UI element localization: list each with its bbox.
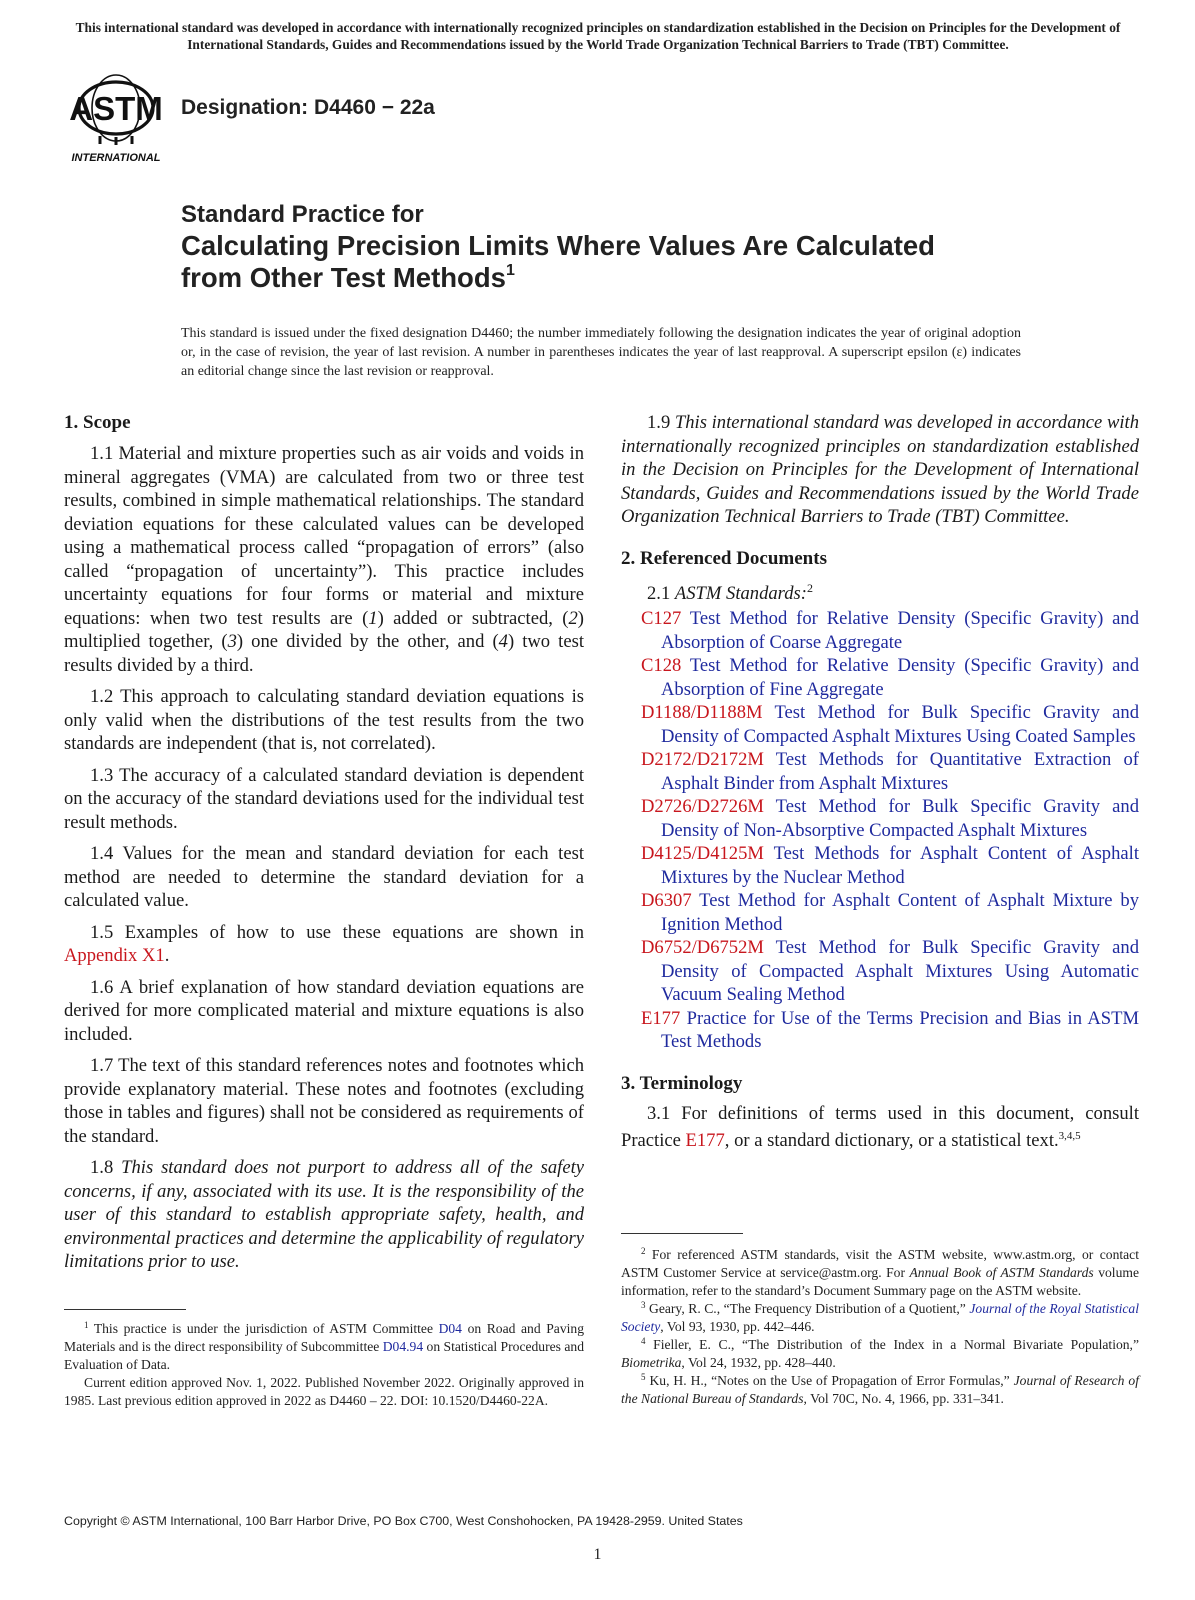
- ref-item[interactable]: D1188/D1188M Test Method for Bulk Specific Gravity and Density of Compacted Asphalt Mixtures Using Coated Samples: [641, 702, 1139, 747]
- logo-letters: ASTM: [69, 90, 163, 127]
- page-number: 1: [593, 1546, 602, 1563]
- para-3-1: 3.1 For definitions of terms used in this document, consult Practice E177, or a standard dictionary, or a statistical text.$^{3,4,5}$: [621, 1102, 1139, 1152]
- appendix-x1-link[interactable]: Appendix X1: [64, 945, 165, 966]
- d04-link[interactable]: D04: [438, 1321, 462, 1336]
- ref-item[interactable]: C128 Test Method for Relative Density (Specific Gravity) and Absorption of Fine Aggregate: [641, 655, 1139, 700]
- d04-94-link[interactable]: D04.94: [382, 1339, 424, 1354]
- footnote-2: $^2$ For referenced ASTM standards, visit the ASTM website, www.astm.org, or contact ASTM Customer Service at service@astm.org. For Annual Book of ASTM Standards volume information, refer to the standard’s Document Summary page on the ASTM website.: [621, 1246, 1139, 1298]
- footnotes-left: [64, 1320, 584, 1410]
- title-line-2: Calculating Precision Limits Where Values Are Calculated: [181, 230, 935, 261]
- footnote-3: $^3$ Geary, R. C., “The Frequency Distribution of a Quotient,” Journal of the Royal Statistical Society, Vol 93, 1930, pp. 442–446.: [621, 1300, 1139, 1334]
- astm-logo-icon: [64, 70, 168, 166]
- logo-org: INTERNATIONAL: [71, 152, 161, 164]
- document-title: [181, 200, 1081, 294]
- footnotes-right: [621, 1246, 1139, 1408]
- section-heading-scope: 1. Scope: [64, 412, 131, 433]
- title-line-1: Standard Practice for: [181, 201, 424, 228]
- ref-item[interactable]: E177 Practice for Use of the Terms Precision and Bias in ASTM Test Methods: [641, 1007, 1139, 1053]
- footnote-4: $^4$ Fieller, E. C., “The Distribution of the Index in a Normal Bivariate Population,” Biometrika, Vol 24, 1932, pp. 428–440.: [621, 1336, 1139, 1370]
- ref-item[interactable]: D6307 Test Method for Asphalt Content of Asphalt Mixture by Ignition Method: [641, 890, 1139, 935]
- para-1-4: 1.4 Values for the mean and standard deviation for each test method are needed to determine the standard deviation for a calculated value.: [64, 843, 584, 911]
- footnote-1-edition: Current edition approved Nov. 1, 2022. Published November 2022. Originally approved in 1985. Last previous edition approved in 2022 as D4460 – 22. DOI: 10.1520/D4460-22A.: [64, 1375, 584, 1408]
- footnote-divider-right: [621, 1233, 743, 1234]
- wto-notice: This international standard was developed in accordance with internationally recognized principles on standardization established in the Decision on Principles for the Development of International Standards, Guides and Recommendations issued by the World Trade Organization Technical Barriers to Trade (TBT) Committee.: [75, 20, 1121, 52]
- referenced-standards-list: [621, 607, 1139, 1054]
- para-1-5: 1.5 Examples of how to use these equations are shown in Appendix X1.: [64, 921, 584, 966]
- ref-item[interactable]: D2726/D2726M Test Method for Bulk Specific Gravity and Density of Non-Absorptive Compacted Asphalt Mixtures: [641, 796, 1139, 841]
- title-footnote-mark: 1: [505, 262, 515, 279]
- section-heading-terminology: 3. Terminology: [621, 1072, 743, 1094]
- ref-item[interactable]: C127 Test Method for Relative Density (Specific Gravity) and Absorption of Coarse Aggregate: [641, 608, 1139, 653]
- designation: Designation: D4460 − 22a: [181, 96, 435, 119]
- para-1-9: 1.9 This international standard was developed in accordance with internationally recognized principles on standardization established in the Decision on Principles for the Development of International Standards, Guides and Recommendations issued by the World Trade Organization Technical Barriers to Trade (TBT) Committee.: [621, 412, 1140, 527]
- para-1-6: 1.6 A brief explanation of how standard deviation equations are derived for more complicated material and mixture equations is also included.: [64, 976, 584, 1045]
- title-line-3: from Other Test Methods$^1$: [181, 262, 515, 293]
- para-1-3: 1.3 The accuracy of a calculated standard deviation is dependent on the accuracy of the standard deviations used for the individual test result methods.: [64, 764, 584, 833]
- footnote-1: $^1$ This practice is under the jurisdiction of ASTM Committee D04 on Road and Paving Materials and is the direct responsibility of Subcommittee D04.94 on Statistical Procedures and Evaluation of Data.: [64, 1320, 584, 1372]
- left-column: [64, 411, 584, 1274]
- ref-item[interactable]: D6752/D6752M Test Method for Bulk Specific Gravity and Density of Compacted Asphalt Mixtures Using Automatic Vacuum Sealing Method: [641, 937, 1139, 1006]
- footnote-divider-left: [64, 1309, 186, 1310]
- copyright-line: Copyright © ASTM International, 100 Barr Harbor Drive, PO Box C700, West Conshohocken, PA 19428-2959. United States: [64, 1514, 743, 1528]
- para-1-8: 1.8 This standard does not purport to address all of the safety concerns, if any, associated with its use. It is the responsibility of the user of this standard to establish appropriate safety, health, and environmental practices and determine the applicability of regulatory limitations prior to use.: [64, 1157, 584, 1272]
- footnote-5: $^5$ Ku, H. H., “Notes on the Use of Propagation of Error Formulas,” Journal of Research of the National Bureau of Standards, Vol 70C, No. 4, 1966, pp. 331–341.: [621, 1372, 1139, 1406]
- para-1-2: 1.2 This approach to calculating standard deviation equations is only valid when the distributions of the test results from the two standards are independent (that is, not correlated).: [64, 686, 584, 754]
- e177-link[interactable]: E177: [685, 1130, 725, 1152]
- issuance-statement: This standard is issued under the fixed designation D4460; the number immediately following the designation indicates the year of original adoption or, in the case of revision, the year of last revision. A number in parentheses indicates the year of last reapproval. A superscript epsilon (ε) indicates an editorial change since the last revision or reapproval.: [181, 326, 1021, 379]
- para-2-1: 2.1 ASTM Standards:$^2$: [647, 580, 813, 604]
- jrss-link[interactable]: Journal of the Royal Statistical Society: [621, 1301, 1139, 1334]
- right-column: [621, 411, 1139, 1153]
- ref-item[interactable]: D2172/D2172M Test Methods for Quantitative Extraction of Asphalt Binder from Asphalt Mixtures: [641, 749, 1139, 794]
- para-1-7: 1.7 The text of this standard references notes and footnotes which provide explanatory material. These notes and footnotes (excluding those in tables and figures) shall not be considered as requirements of the standard.: [64, 1055, 584, 1147]
- para-1-1: 1.1 Material and mixture properties such as air voids and voids in mineral aggregates (VMA) are calculated from two or three test results, combined in simple mathematical relationships. The standard deviation equations for these calculated values can be developed using a mathematical process called “propagation of errors” (also called “propagation of uncertainty”). This practice includes uncertainty equations for four forms or material and mixture equations: when two test results are (1) added or subtracted, (2) multiplied together, (3) one divided by the other, and (4) two test results divided by a third.: [64, 443, 584, 676]
- section-heading-referenced-documents: 2. Referenced Documents: [621, 547, 827, 569]
- ref-item[interactable]: D4125/D4125M Test Methods for Asphalt Content of Asphalt Mixtures by the Nuclear Method: [641, 843, 1139, 888]
